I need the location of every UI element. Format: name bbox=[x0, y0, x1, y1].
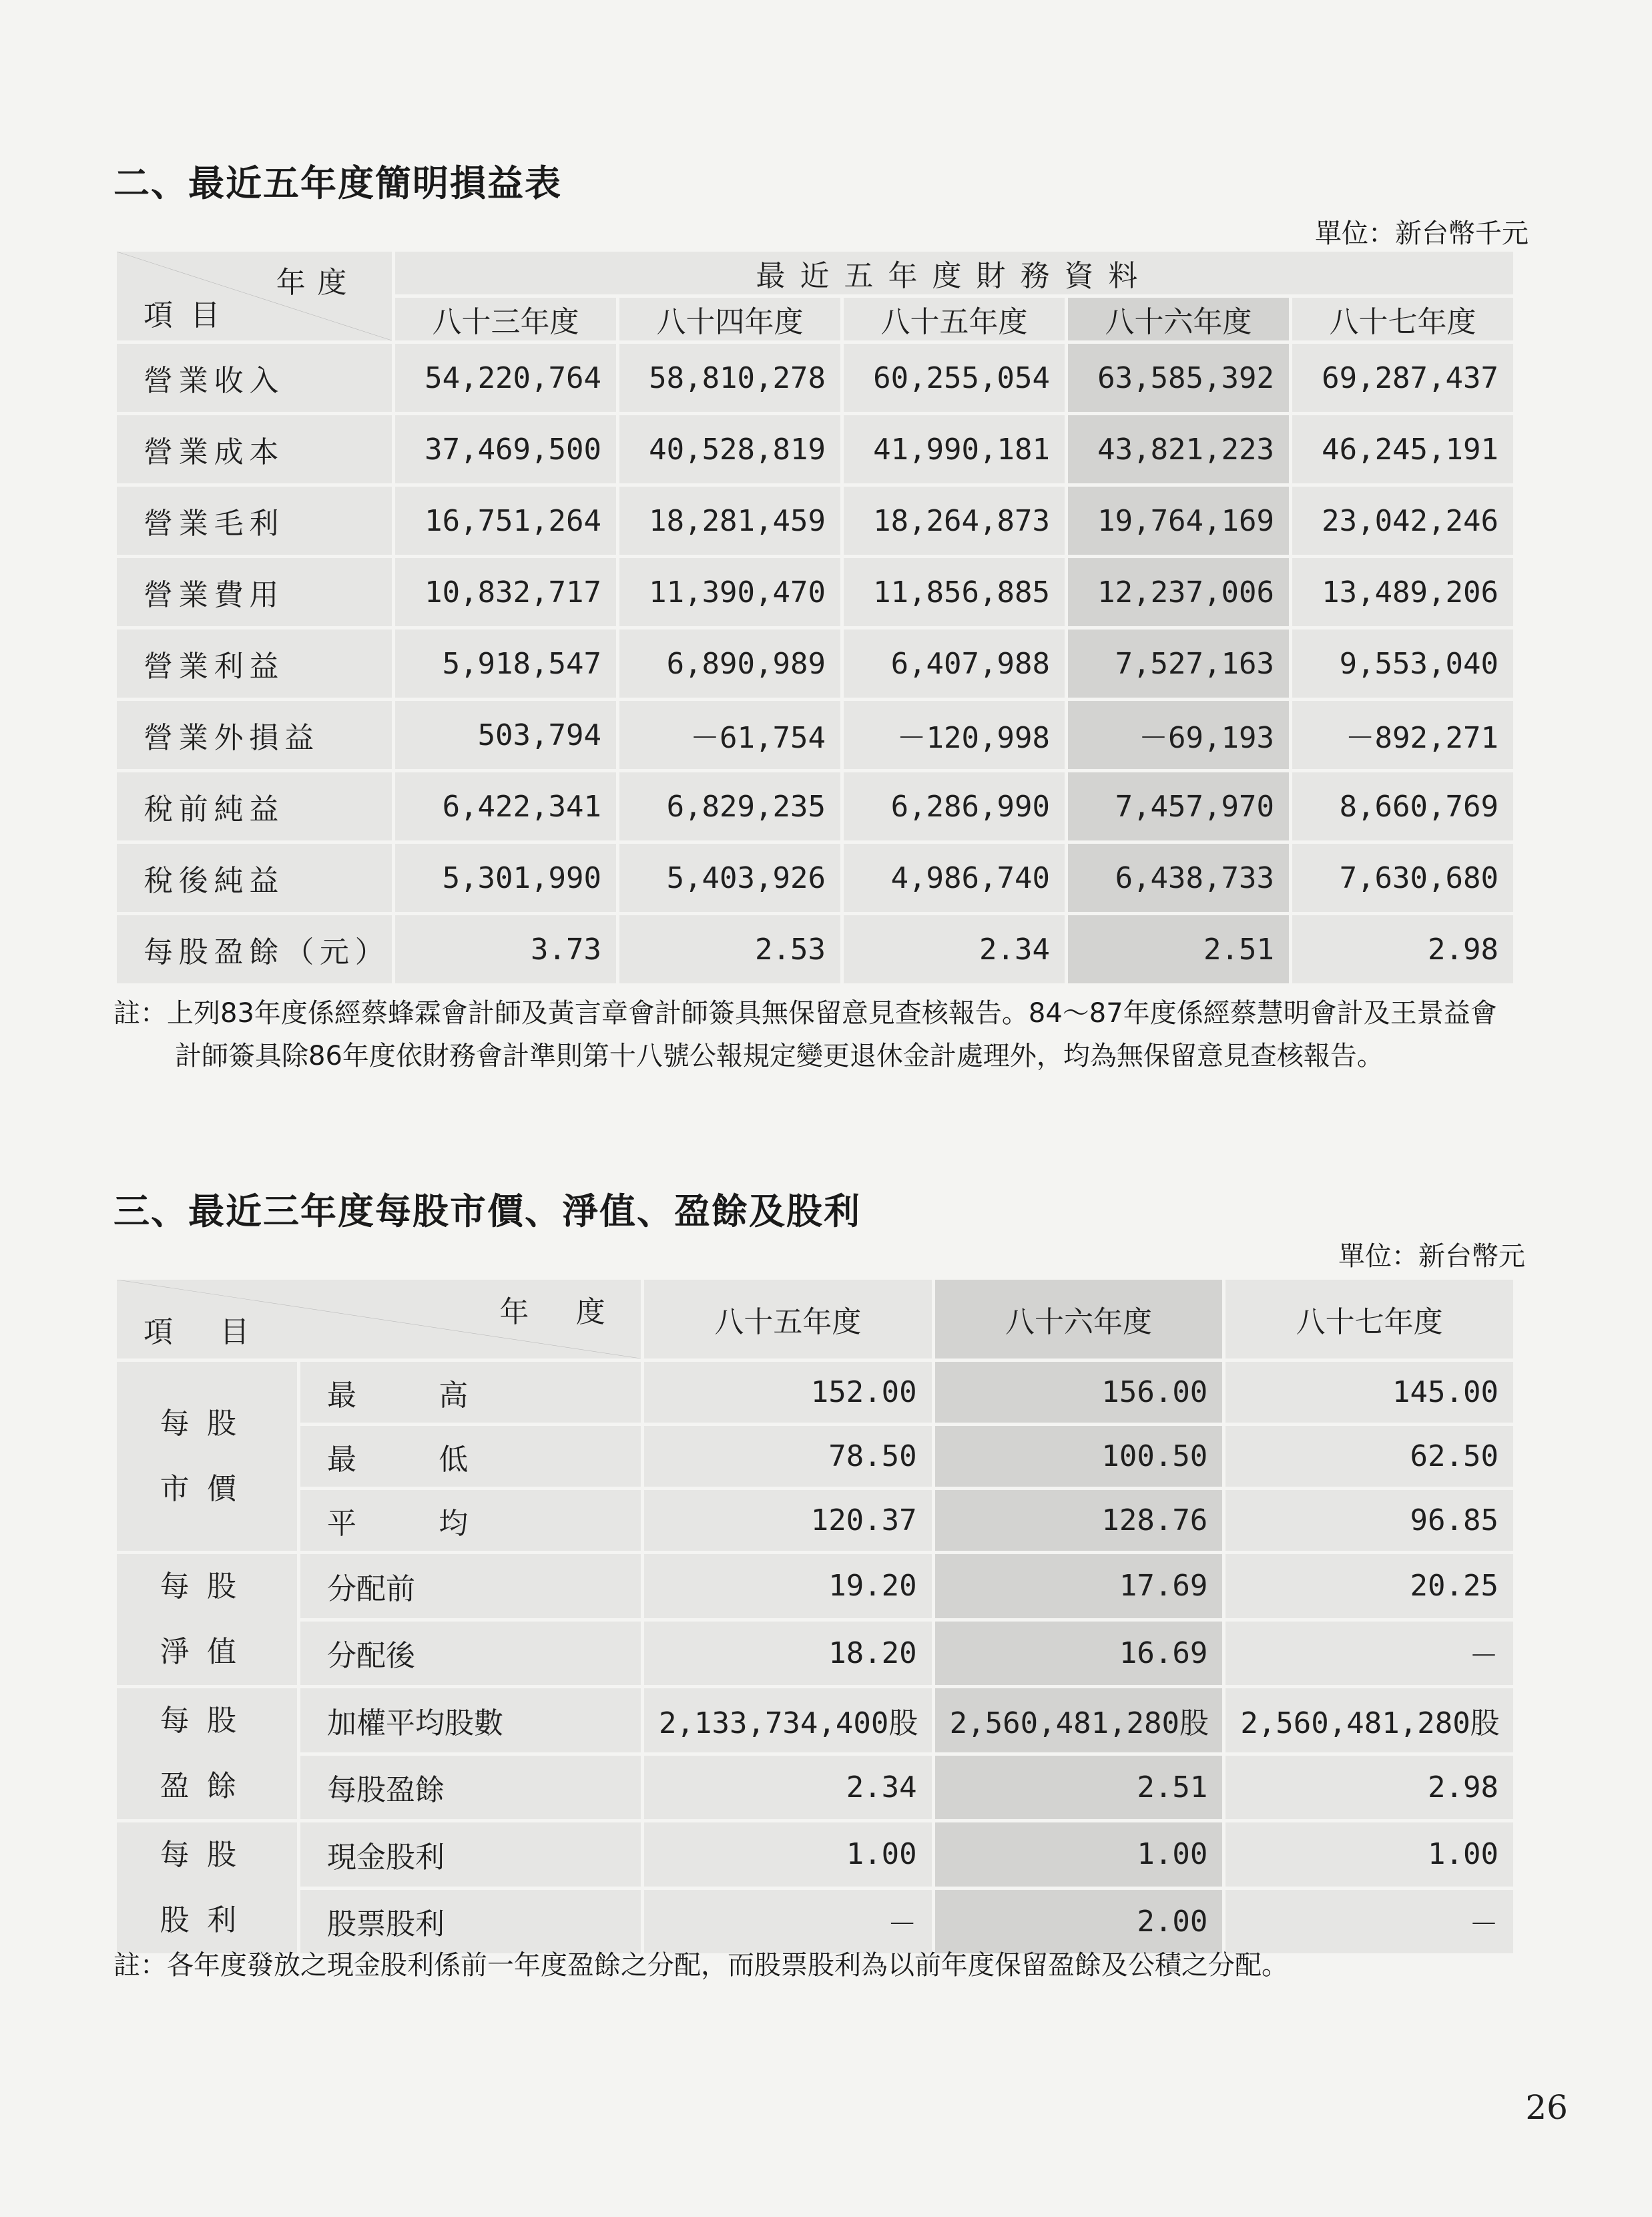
table-row bbox=[117, 344, 1513, 412]
value-cell: 2.98 bbox=[1292, 915, 1513, 983]
table-row bbox=[117, 701, 1513, 769]
value-cell: 62.50 bbox=[1225, 1426, 1513, 1487]
year-header: 八十六年度 bbox=[1068, 298, 1289, 340]
value-cell: 128.76 bbox=[935, 1490, 1223, 1551]
per-share-table bbox=[113, 1276, 1517, 1957]
value-cell: 60,255,054 bbox=[844, 344, 1065, 412]
value-cell: 69,287,437 bbox=[1292, 344, 1513, 412]
group-label-line1: 每股 bbox=[160, 1838, 254, 1872]
year-header: 八十七年度 bbox=[1292, 298, 1513, 340]
year-header: 八十三年度 bbox=[395, 298, 616, 340]
value-cell: 152.00 bbox=[644, 1362, 932, 1423]
corner-item-label: 項目 bbox=[144, 298, 238, 332]
value-cell: 2.34 bbox=[644, 1756, 932, 1820]
group-label-line2: 股利 bbox=[160, 1903, 254, 1937]
value-cell: 7,527,163 bbox=[1068, 630, 1289, 698]
value-cell: 5,918,547 bbox=[395, 630, 616, 698]
value-cell: 17.69 bbox=[935, 1554, 1223, 1618]
value-cell: 6,286,990 bbox=[844, 772, 1065, 840]
year-header: 八十四年度 bbox=[619, 298, 840, 340]
row-label: 分配後 bbox=[300, 1622, 641, 1686]
page-number: 26 bbox=[1525, 2088, 1568, 2127]
corner-year-label: 年 度 bbox=[499, 1295, 614, 1329]
value-cell: 156.00 bbox=[935, 1362, 1223, 1423]
value-cell: 63,585,392 bbox=[1068, 344, 1289, 412]
value-cell: 7,457,970 bbox=[1068, 772, 1289, 840]
value-cell: 145.00 bbox=[1225, 1362, 1513, 1423]
group-label bbox=[117, 1362, 297, 1551]
row-label: 分配前 bbox=[300, 1554, 641, 1618]
header-row bbox=[117, 1280, 1513, 1359]
value-cell: 6,829,235 bbox=[619, 772, 840, 840]
value-cell: 54,220,764 bbox=[395, 344, 616, 412]
value-cell: － bbox=[644, 1890, 932, 1954]
value-cell: 5,403,926 bbox=[619, 844, 840, 912]
value-cell: 18.20 bbox=[644, 1622, 932, 1686]
table-row bbox=[117, 1622, 1513, 1686]
value-cell: 2.53 bbox=[619, 915, 840, 983]
value-cell: 9,553,040 bbox=[1292, 630, 1513, 698]
value-cell: －61,754 bbox=[619, 701, 840, 769]
year-header: 八十五年度 bbox=[644, 1280, 932, 1359]
value-cell: 503,794 bbox=[395, 701, 616, 769]
value-cell: 23,042,246 bbox=[1292, 487, 1513, 555]
table-row bbox=[117, 1822, 1513, 1887]
value-cell: 2.51 bbox=[935, 1756, 1223, 1820]
row-label: 每股盈餘（元） bbox=[117, 915, 392, 983]
row-label: 營業收入 bbox=[117, 344, 392, 412]
row-label: 每股盈餘 bbox=[300, 1756, 641, 1820]
section3-title: 三、最近三年度每股市價、淨值、盈餘及股利 bbox=[113, 1190, 861, 1232]
value-cell: － bbox=[1225, 1622, 1513, 1686]
value-cell: 58,810,278 bbox=[619, 344, 840, 412]
value-cell: 11,390,470 bbox=[619, 558, 840, 626]
value-cell: 1.00 bbox=[644, 1822, 932, 1887]
row-label: 現金股利 bbox=[300, 1822, 641, 1887]
value-cell: 19.20 bbox=[644, 1554, 932, 1618]
value-cell: － bbox=[1225, 1890, 1513, 1954]
value-cell: 1.00 bbox=[1225, 1822, 1513, 1887]
year-header: 八十五年度 bbox=[844, 298, 1065, 340]
group-label-line2: 盈餘 bbox=[160, 1769, 254, 1803]
value-cell: 2.00 bbox=[935, 1890, 1223, 1954]
value-cell: 100.50 bbox=[935, 1426, 1223, 1487]
value-cell: 96.85 bbox=[1225, 1490, 1513, 1551]
value-cell: 10,832,717 bbox=[395, 558, 616, 626]
value-cell: 11,856,885 bbox=[844, 558, 1065, 626]
value-cell: 18,281,459 bbox=[619, 487, 840, 555]
value-cell: －892,271 bbox=[1292, 701, 1513, 769]
value-cell: 120.37 bbox=[644, 1490, 932, 1551]
value-cell: －120,998 bbox=[844, 701, 1065, 769]
value-cell: 37,469,500 bbox=[395, 415, 616, 483]
group-label bbox=[117, 1822, 297, 1953]
value-cell: 40,528,819 bbox=[619, 415, 840, 483]
value-cell: 2.51 bbox=[1068, 915, 1289, 983]
row-label: 加權平均股數 bbox=[300, 1688, 641, 1752]
value-cell: 12,237,006 bbox=[1068, 558, 1289, 626]
value-cell: 4,986,740 bbox=[844, 844, 1065, 912]
table-row bbox=[117, 772, 1513, 840]
section2-note: 註：上列83年度係經蔡蜂霖會計師及黃言章會計師簽具無保留意見查核報告。84～87年度係經蔡慧明會計及王景益會計師簽具除86年度依財務會計準則第十八號公報規定變更退休金計處理外，均為無保留意見查核報告。 bbox=[113, 998, 1497, 1071]
value-cell: 6,438,733 bbox=[1068, 844, 1289, 912]
value-cell: 43,821,223 bbox=[1068, 415, 1289, 483]
corner-header bbox=[117, 1280, 641, 1359]
row-label: 稅後純益 bbox=[117, 844, 392, 912]
value-cell: 2,133,734,400股 bbox=[644, 1688, 932, 1752]
table-row bbox=[117, 1490, 1513, 1551]
value-cell: －69,193 bbox=[1068, 701, 1289, 769]
table-row bbox=[117, 1688, 1513, 1752]
table-row bbox=[117, 1362, 1513, 1423]
section3-note: 註：各年度發放之現金股利係前一年度盈餘之分配，而股票股利為以前年度保留盈餘及公積之分配。 bbox=[113, 1950, 1288, 1981]
group-label-line2: 淨值 bbox=[160, 1635, 254, 1669]
corner-year-label: 年度 bbox=[276, 266, 358, 300]
table-row bbox=[117, 630, 1513, 698]
value-cell: 2,560,481,280股 bbox=[935, 1688, 1223, 1752]
value-cell: 78.50 bbox=[644, 1426, 932, 1487]
group-label bbox=[117, 1688, 297, 1819]
value-cell: 6,422,341 bbox=[395, 772, 616, 840]
value-cell: 8,660,769 bbox=[1292, 772, 1513, 840]
value-cell: 3.73 bbox=[395, 915, 616, 983]
value-cell: 18,264,873 bbox=[844, 487, 1065, 555]
value-cell: 20.25 bbox=[1225, 1554, 1513, 1618]
row-label: 營業費用 bbox=[117, 558, 392, 626]
corner-header bbox=[117, 252, 392, 340]
value-cell: 16.69 bbox=[935, 1622, 1223, 1686]
value-cell: 5,301,990 bbox=[395, 844, 616, 912]
value-cell: 2.34 bbox=[844, 915, 1065, 983]
group-label-line1: 每股 bbox=[160, 1704, 254, 1738]
table-row bbox=[117, 1756, 1513, 1820]
group-label bbox=[117, 1554, 297, 1685]
row-label: 營業毛利 bbox=[117, 487, 392, 555]
table-row bbox=[117, 1554, 1513, 1618]
year-header: 八十六年度 bbox=[935, 1280, 1223, 1359]
corner-item-label: 項 目 bbox=[144, 1315, 258, 1349]
row-label: 股票股利 bbox=[300, 1890, 641, 1954]
group-label-line2: 市價 bbox=[160, 1471, 254, 1506]
value-cell: 1.00 bbox=[935, 1822, 1223, 1887]
table-row bbox=[117, 558, 1513, 626]
value-cell: 6,890,989 bbox=[619, 630, 840, 698]
value-cell: 2,560,481,280股 bbox=[1225, 1688, 1513, 1752]
value-cell: 2.98 bbox=[1225, 1756, 1513, 1820]
row-label: 營業外損益 bbox=[117, 701, 392, 769]
row-label: 平 均 bbox=[300, 1490, 641, 1551]
row-label: 營業成本 bbox=[117, 415, 392, 483]
year-header: 八十七年度 bbox=[1225, 1280, 1513, 1359]
value-cell: 7,630,680 bbox=[1292, 844, 1513, 912]
value-cell: 46,245,191 bbox=[1292, 415, 1513, 483]
row-label: 最 高 bbox=[300, 1362, 641, 1423]
table-row bbox=[117, 415, 1513, 483]
group-label-line1: 每股 bbox=[160, 1569, 254, 1604]
section2-unit: 單位：新台幣千元 bbox=[1315, 218, 1529, 249]
section3-unit: 單位：新台幣元 bbox=[1338, 1241, 1525, 1272]
table-row bbox=[117, 487, 1513, 555]
row-label: 稅前純益 bbox=[117, 772, 392, 840]
group-label-line1: 每股 bbox=[160, 1406, 254, 1441]
income-statement-table bbox=[113, 248, 1517, 987]
value-cell: 6,407,988 bbox=[844, 630, 1065, 698]
group-header: 最近五年度財務資料 bbox=[395, 252, 1513, 294]
row-label: 最 低 bbox=[300, 1426, 641, 1487]
row-label: 營業利益 bbox=[117, 630, 392, 698]
table-row bbox=[117, 915, 1513, 983]
value-cell: 16,751,264 bbox=[395, 487, 616, 555]
value-cell: 13,489,206 bbox=[1292, 558, 1513, 626]
table-row bbox=[117, 844, 1513, 912]
value-cell: 41,990,181 bbox=[844, 415, 1065, 483]
section2-title: 二、最近五年度簡明損益表 bbox=[113, 162, 562, 204]
table-row bbox=[117, 1426, 1513, 1487]
value-cell: 19,764,169 bbox=[1068, 487, 1289, 555]
